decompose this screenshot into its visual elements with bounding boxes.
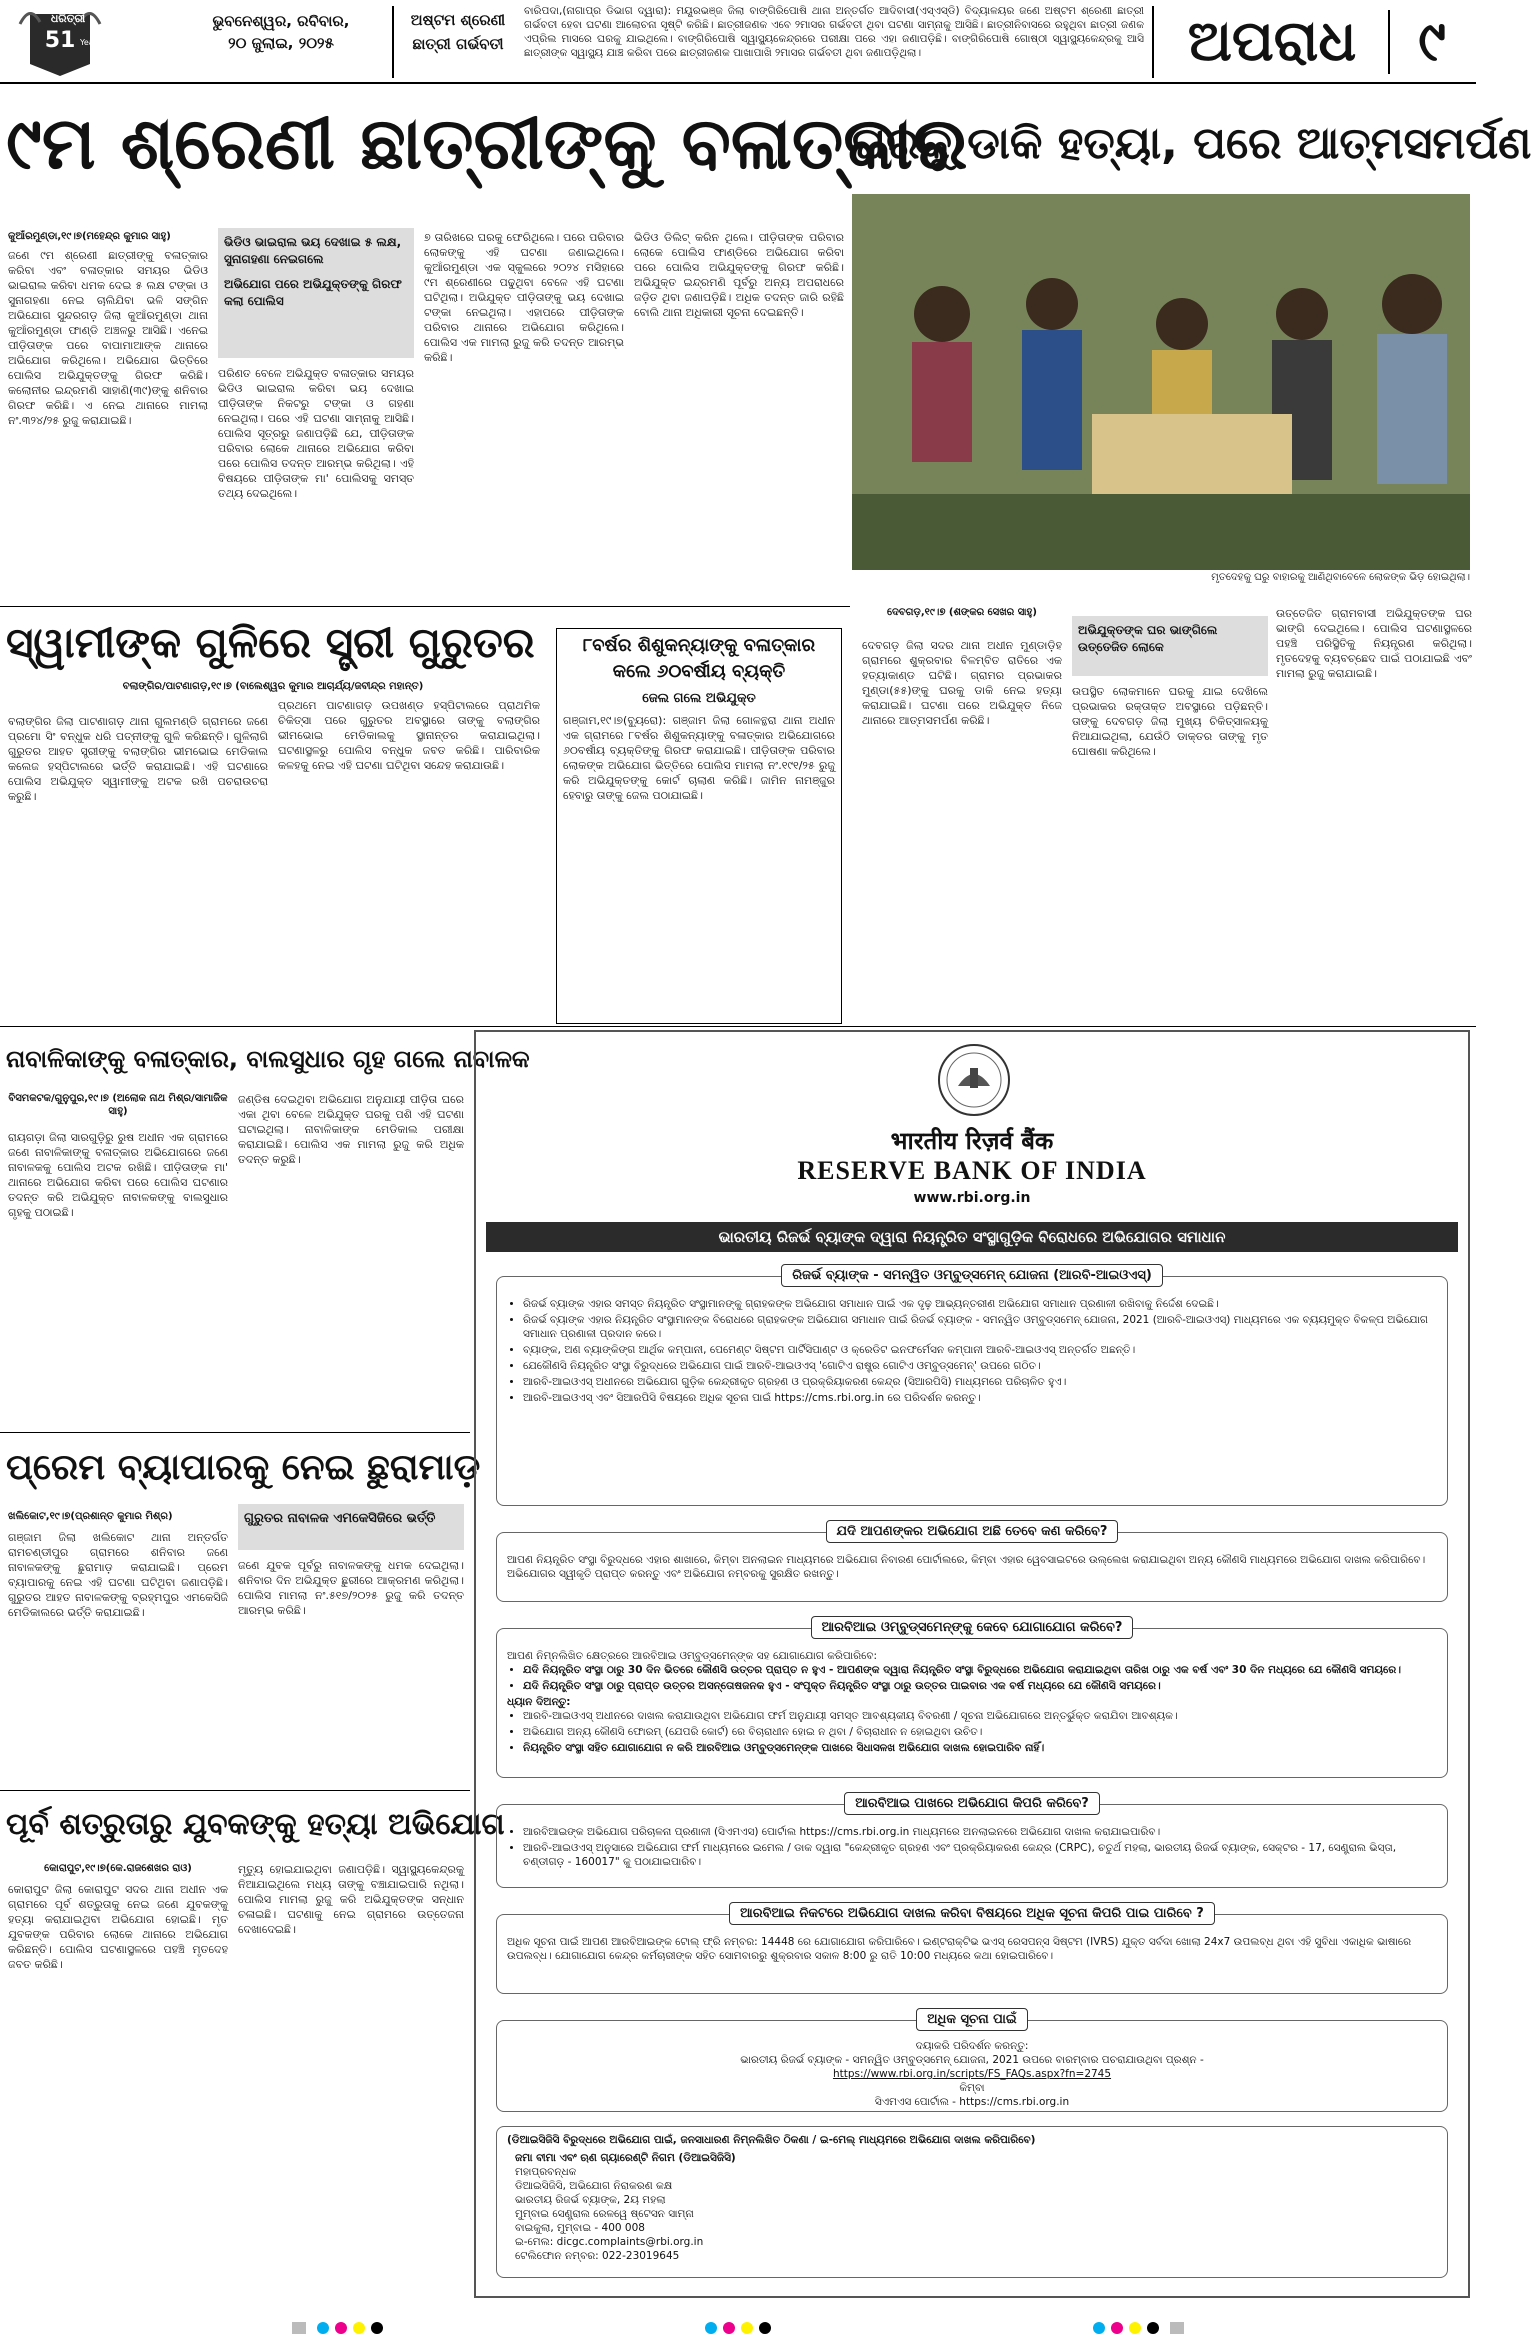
story6-headline: ପ୍ରେମ ବ୍ୟାପାରକୁ ନେଇ ଛୁରାମାଡ଼	[6, 1447, 481, 1488]
logo-years: 51	[44, 28, 76, 53]
scheme-point: • ଆରବି-ଆଇଓଏସ୍ ଅଧୀନରେ ଅଭିଯୋଗ ଗୁଡ଼ିକ କେନ୍ଦ୍ରୀକୃତ ଗ୍ରହଣ ଓ ପ୍ରକ୍ରିୟାକରଣ କେନ୍ଦ୍ର (ସିଆରପିସି) ମାଧ୍ୟମରେ ପରିଚାଳିତ ହୁଏ।	[523, 1375, 1437, 1389]
dicgc-line: ମହାପ୍ରବନ୍ଧକ	[515, 2166, 577, 2178]
section-title: ଅପରାଧ	[1187, 9, 1357, 74]
rbi-q5-box	[496, 2020, 1448, 2112]
story-murder-surrender	[852, 88, 1531, 608]
rbi-q2-heading: ଆରବିଆଇ ଓମ୍ବୁଡ୍‌ସମେନ୍‌ଙ୍କୁ କେବେ ଯୋଗାଯୋଗ କରିବେ?	[811, 1616, 1134, 1639]
scheme-point: • ରିଜର୍ଭ ବ୍ୟାଙ୍କ ଏହାର ସମସ୍ତ ନିୟନ୍ତ୍ରିତ ସଂସ୍ଥାମାନଙ୍କୁ ଗ୍ରାହକଙ୍କ ଅଭିଯୋଗ ସମାଧାନ ପାଇଁ ଏକ ଦୃଢ଼ ଆଭ୍ୟନ୍ତରୀଣ ଅଭିଯୋଗ ସମାଧାନ ପ୍ରଣାଳୀ ରଖିବାକୁ ନିର୍ଦ୍ଦେଶ ଦେଇଛି।	[523, 1297, 1437, 1311]
story6-byline: ଖଲିକୋଟ,୧୯।୭(ପ୍ରଶାନ୍ତ କୁମାର ମିଶ୍ର)	[8, 1511, 173, 1522]
teaser-label	[398, 8, 518, 72]
story1-highlight-1: ଭିଡିଓ ଭାଇରାଲ ଭୟ ଦେଖାଇ ୫ ଲକ୍ଷ, ସୁନାଗହଣା ନେଇଗଲେ	[224, 235, 402, 266]
scheme-point: • ଯେକୌଣସି ନିୟନ୍ତ୍ରିତ ସଂସ୍ଥା ବିରୁଦ୍ଧରେ ଅଭିଯୋଗ ପାଇଁ ଆରବି-ଆଇଓଏସ୍ 'ଗୋଟିଏ ରାଷ୍ଟ୍ର ଗୋଟିଏ ଓମ୍ବୁଡ୍‌ସମେନ୍' ଉପରେ ଗଠିତ।	[523, 1359, 1437, 1373]
rbi-q2-note-label: ଧ୍ୟାନ ଦିଅନ୍ତୁ:	[507, 1696, 571, 1708]
rbi-advertisement	[474, 1030, 1470, 2298]
q2-note: • ନିୟନ୍ତ୍ରିତ ସଂସ୍ଥା ସହିତ ଯୋଗାଯୋଗ ନ କରି ଆରବିଆଇ ଓମ୍ବୁଡ୍‌ସମେନ୍‌ଙ୍କ ପାଖରେ ସିଧାସଳଖ ଅଭିଯୋଗ ଦାଖଲ ହୋଇପାରିବ ନାହିଁ।	[523, 1741, 1437, 1755]
story5-byline: ବିସମକଟକ/ଗୁନୁପୁର,୧୯।୭ (ଅଲୋକ ନାଥ ମିଶ୍ର/ସାମାଜିକ ସାହୁ)	[8, 1093, 228, 1117]
dicgc-line: ଡିଆଇସିଜିସି, ଅଭିଯୋଗ ନିରାକରଣ କକ୍ଷ	[515, 2180, 673, 2192]
story2-photo-caption: ମୃତଦେହକୁ ଘରୁ ବାହାରକୁ ଆଣିଥିବାବେଳେ ଲୋକଙ୍କ ଭିଡ଼ ହୋଇଥିଲା।	[1211, 572, 1470, 583]
q5-faq-link[interactable]: https://www.rbi.org.in/scripts/FS_FAQs.aspx?fn=2745	[832, 2068, 1112, 2080]
q3-point: • ଆରବିଆଇଙ୍କ ଅଭିଯୋଗ ପରିଚାଳନା ପ୍ରଣାଳୀ (ସିଏମଏସ) ପୋର୍ଟାଲ https://cms.rbi.org.in ମାଧ୍ୟମରେ ଅନଲାଇନରେ ଅଭିଯୋଗ ଦାଖଲ କରାଯାଇପାରିବ।	[523, 1825, 1437, 1839]
story2-col3: ଉତ୍ତେଜିତ ଗ୍ରାମବାସୀ ଅଭିଯୁକ୍ତଙ୍କ ଘର ଭାଙ୍ଗି ଦେଇଥିଲେ। ପୋଲିସ ଘଟଣାସ୍ଥଳରେ ପହଞ୍ଚି ପରିସ୍ଥିତିକୁ ନିୟନ୍ତ୍ରଣ କରିଥିଲା। ମୃତଦେହକୁ ବ୍ୟବଚ୍ଛେଦ ପାଇଁ ପଠାଯାଇଛି ଏବଂ ମାମଲା ରୁଜୁ କରାଯାଇଛି।	[1276, 607, 1472, 680]
dicgc-line: ଭାରତୀୟ ରିଜର୍ଭ ବ୍ୟାଙ୍କ, 2ୟ ମହଲା	[515, 2194, 666, 2206]
rbi-q2-box	[496, 1628, 1448, 1778]
dicgc-line: ଜମା ବୀମା ଏବଂ ଋଣ ଗ୍ୟାରେଣ୍ଟି ନିଗମ (ଡିଆଇସିଜିସି)	[515, 2152, 736, 2164]
story2-col1: ଦେବଗଡ଼ ଜିଲା ସଦର ଥାନା ଅଧୀନ ମୁଣ୍ଡାଡ଼ିହ ଗ୍ରାମରେ ଶୁକ୍ରବାର ବିଳମ୍ବିତ ରାତିରେ ଏକ ହତ୍ୟାକାଣ୍ଡ ଘଟିଛି। ଗ୍ରାମର ପ୍ରଭାକର ମୁଣ୍ଡା(୫୫)ଙ୍କୁ ଘରକୁ ଡାକି ନେଇ ହତ୍ୟା କରାଯାଇଛି। ଘଟଣା ପରେ ଅଭିଯୁକ୍ତ ନିଜେ ଥାନାରେ ଆତ୍ମସମର୍ପଣ କରିଛି।	[862, 639, 1062, 727]
rbi-website: www.rbi.org.in	[913, 1190, 1031, 1206]
q5-line: ଦୟାକରି ପରିଦର୍ଶନ କରନ୍ତୁ:	[915, 2040, 1029, 2052]
q2-note: • ଅଭିଯୋଗ ଅନ୍ୟ କୌଣସି ଫୋରମ୍ (ଯେପରି କୋର୍ଟ) ରେ ବିଚାରାଧୀନ ହୋଇ ନ ଥିବା / ବିଚାରାଧୀନ ନ ହୋଇଥିବା ଉଚିତ।	[523, 1725, 1437, 1739]
logo-text: ଧରିତ୍ରୀ	[50, 12, 86, 25]
story1-col1: ଜଣେ ୯ମ ଶ୍ରେଣୀ ଛାତ୍ରୀଙ୍କୁ ବଳାତ୍କାର କରିବା ଏବଂ ବଳାତ୍କାର ସମୟର ଭିଡିଓ ଭାଇରାଲ କରିବା ଧମକ ଦେଇ ୫ ଲକ୍ଷ ଟଙ୍କା ଓ ସୁନାଗହଣା ନେଇ ଚାଲିଯିବା ଭଳି ସଙ୍ଗିନ ଅଭିଯୋଗ ସୁନ୍ଦରଗଡ଼ ଜିଲା କୁଆଁରମୁଣ୍ଡା ଥାନା କୁଆଁରମୁଣ୍ଡା ଫାଣ୍ଡି ଅଞ୍ଚଳରୁ ଆସିଛି। ଏନେଇ ପୀଡ଼ିତାଙ୍କ ପରେ ବାପାମାଆଙ୍କ ଥାନାରେ ଅଭିଯୋଗ କରିଥିଲେ। ଅଭିଯୋଗ ଭିତ୍ତିରେ ପୋଲିସ ଅଭିଯୁକ୍ତଙ୍କୁ ଗିରଫ କରିଛି। କଲୋନୀର ଇନ୍ଦ୍ରମଣି ସାହାଣି(୩୯)ଙ୍କୁ ଶନିବାର ଗିରଫ କରିଛି। ଏ ନେଇ ଥାନାରେ ମାମଲା ନଂ.୩୨୪/୨୫ ରୁଜୁ କରାଯାଇଛି।	[8, 249, 208, 427]
logo-years-label: Years	[80, 38, 102, 47]
story5-col2: ଜଣ୍ଡିଷ ଦେଇଥିବା ଅଭିଯୋଗ ଅନୁଯାୟୀ ପୀଡ଼ିତା ଘରେ ଏକା ଥିବା ବେଳେ ଅଭିଯୁକ୍ତ ଘରକୁ ପଶି ଏହି ଘଟଣା ଘଟାଇଥିଲା। ନାବାଳିକାଙ୍କ ମେଡିକାଲ ପରୀକ୍ଷା କରାଯାଇଛି। ପୋଲିସ ଏକ ମାମଲା ରୁଜୁ କରି ଅଧିକ ତଦନ୍ତ କରୁଛି।	[238, 1093, 464, 1166]
story1-byline: କୁଆଁରମୁଣ୍ଡା,୧୯।୭(ମହେନ୍ଦ୍ର କୁମାର ସାହୁ)	[8, 231, 171, 242]
story4-text: ଗଞ୍ଜାମ,୧୯।୭(ବ୍ୟୁରୋ): ଗଞ୍ଜାମ ଜିଲା ଗୋଳନ୍ଥରା ଥାନା ଅଧୀନ ଏକ ଗ୍ରାମରେ ୮ବର୍ଷର ଶିଶୁକନ୍ୟାଙ୍କୁ ବଳାତ୍କାର ଅଭିଯୋଗରେ ୬୦ବର୍ଷୀୟ ବ୍ୟକ୍ତିଙ୍କୁ ଗିରଫ କରାଯାଇଛି। ପୀଡ଼ିତାଙ୍କ ପରିବାର ଲୋକଙ୍କ ଅଭିଯୋଗ ଭିତ୍ତିରେ ପୋଲିସ ମାମଲା ନଂ.୧୯୧/୨୫ ରୁଜୁ କରି ଅଭିଯୁକ୍ତଙ୍କୁ କୋର୍ଟ ଚାଲାଣ କରିଛି। ଜାମିନ ନାମଞ୍ଜୁର ହେବାରୁ ତାଙ୍କୁ ଜେଲ ପଠାଯାଇଛି।	[563, 714, 835, 802]
story-enmity-murder	[0, 1794, 505, 2304]
teaser-text: ବାରିପଦା,(ନାଗାପ୍ର ଡିଭାଗ ଦ୍ୱାରା): ମୟୂରଭଞ୍ଜ ଜିଲା ବାଙ୍ଗିରିପୋଷି ଥାନା ଅନ୍ତର୍ଗତ ଆଦିବାସୀ(ଏସ୍‌ଏସ୍‌ଡି) ବିଦ୍ୟାଳୟର ଜଣେ ଅଷ୍ଟମ ଶ୍ରେଣୀ ଛାତ୍ରୀ ଗର୍ଭବତୀ ହେବା ଘଟଣା ଆଲୋଚନା ସୃଷ୍ଟି କରିଛି। ଛାତ୍ରୀଜଣକ ଏବେ ୨ମାସର ଗର୍ଭବତୀ ଥିବା ଘଟଣା ସାମ୍ନାକୁ ଆସିଛି। ଛାତ୍ରୀନିବାସରେ ରହୁଥିବା ଛାତ୍ରୀ ଜଣକ ଏପ୍ରିଲ ମାସରେ ଘରକୁ ଯାଇଥିଲେ। ବାଙ୍ଗିରିପୋଷି ସ୍ୱାସ୍ଥ୍ୟକେନ୍ଦ୍ରରେ ପରୀକ୍ଷା ପରେ ଏହା ଜଣାପଡ଼ିଛି। ବାଙ୍ଗିରିପୋଷି ଗୋଷ୍ଠୀ ସ୍ୱାସ୍ଥ୍ୟକେନ୍ଦ୍ରକୁ ଆସି ଛାତ୍ରୀଙ୍କ ସ୍ୱାସ୍ଥ୍ୟ ଯାଞ୍ଚ କରିବା ପରେ ଛାତ୍ରୀଜଣକ ପାଖାପାଖି ୨ମାସର ଗର୍ଭବତୀ ଥିବା ଜଣାପଡ଼ିଥିଲା।	[524, 5, 1144, 59]
story-love-stabbing	[0, 1436, 481, 1786]
story6-col1: ଗଞ୍ଜାମ ଜିଲା ଖଲିକୋଟ ଥାନା ଅନ୍ତର୍ଗତ ରାମଚଣ୍ଡୀପୁର ଗ୍ରାମରେ ଶନିବାର ଜଣେ ନାବାଳକଙ୍କୁ ଛୁରାମାଡ଼ କରାଯାଇଛି। ପ୍ରେମ ବ୍ୟାପାରକୁ ନେଇ ଏହି ଘଟଣା ଘଟିଥିବା ଜଣାପଡ଼ିଛି। ଗୁରୁତର ଆହତ ନାବାଳକଙ୍କୁ ବ୍ରହ୍ମପୁର ଏମକେସିଜି ମେଡିକାଲରେ ଭର୍ତ୍ତି କରାଯାଇଛି।	[8, 1531, 228, 1619]
story2-col2: ଉପସ୍ଥିତ ଲୋକମାନେ ଘରକୁ ଯାଇ ଦେଖିଲେ ପ୍ରଭାକର ରକ୍ତାକ୍ତ ଅବସ୍ଥାରେ ପଡ଼ିଛନ୍ତି। ତାଙ୍କୁ ଦେବଗଡ଼ ଜିଲା ମୁଖ୍ୟ ଚିକିତ୍ସାଳୟକୁ ନିଆଯାଇଥିଲା, ଯେଉଁଠି ଡାକ୍ତର ତାଙ୍କୁ ମୃତ ଘୋଷଣା କରିଥିଲେ।	[1072, 685, 1268, 758]
rbi-title-english: RESERVE BANK OF INDIA	[797, 1156, 1147, 1185]
story6-subhead: ଗୁରୁତର ନାବାଳକ ଏମକେସିଜିରେ ଭର୍ତ୍ତି	[238, 1504, 464, 1550]
story2-photo	[852, 194, 1470, 570]
teaser-label-line-1: ଅଷ୍ଟମ ଶ୍ରେଣୀ	[410, 11, 506, 29]
story-rape-class9	[0, 88, 968, 608]
dicgc-phone: ଟେଲିଫୋନ ନମ୍ବର: 022-23019645	[515, 2250, 680, 2262]
scheme-point: • ବ୍ୟାଙ୍କ, ଅଣ ବ୍ୟାଙ୍କିଙ୍ଗ ଆର୍ଥିକ କମ୍ପାନୀ, ପେମେଣ୍ଟ ସିଷ୍ଟମ ପାର୍ଟିସିପାଣ୍ଟ ଓ କ୍ରେଡିଟ ଇନଫର୍ମେସନ କମ୍ପାନୀ ଆରବି-ଆଇଓଏସ୍ ଅନ୍ତର୍ଗତ ଅଛନ୍ତି।	[523, 1343, 1437, 1357]
page-number: ୯	[1418, 9, 1446, 74]
story1-col4: ଭିଡିଓ ଡିଲିଟ୍ କରିନ ଥିଲେ। ପୀଡ଼ିତାଙ୍କ ପରିବାର ଲୋକେ ପୋଲିସ ଫାଣ୍ଡିରେ ଅଭିଯୋଗ କରିବା ପରେ ପୋଲିସ ଅଭିଯୁକ୍ତଙ୍କୁ ଗିରଫ କରିଛି। ଅଭିଯୁକ୍ତ ଇନ୍ଦ୍ରମଣି ପୂର୍ବରୁ ଅନ୍ୟ ଅପରାଧରେ ଜଡ଼ିତ ଥିବା ଜଣାପଡ଼ିଛି। ଅଧିକ ତଦନ୍ତ ଜାରି ରହିଛି ବୋଲି ଥାନା ଅଧିକାରୀ ସୂଚନା ଦେଇଛନ୍ତି।	[634, 231, 844, 319]
story4-headline-2: କଲେ ୬୦ବର୍ଷୀୟ ବ୍ୟକ୍ତି	[612, 661, 786, 682]
rbi-q1-text: ଆପଣ ନିୟନ୍ତ୍ରିତ ସଂସ୍ଥା ବିରୁଦ୍ଧରେ ଏହାର ଶାଖାରେ, କିମ୍ବା ଅନଲାଇନ ମାଧ୍ୟମରେ ଅଭିଯୋଗ ନିବାରଣ ପୋର୍ଟାଲରେ, କିମ୍ବା ଏହାର ୱେବସାଇଟରେ ଉଲ୍ଲେଖ କରାଯାଇଥିବା ଅନ୍ୟ କୌଣସି ମାଧ୍ୟମରେ ଅଭିଯୋଗ ଦାଖଲ କରିପାରିବେ। ଅଭିଯୋଗର ସ୍ୱୀକୃତି ପ୍ରାପ୍ତ କରନ୍ତୁ ଏବଂ ଅଭିଯୋଗ ନମ୍ବରକୁ ସୁରକ୍ଷିତ ରଖନ୍ତୁ।	[507, 1554, 1426, 1580]
rbi-emblem	[936, 1042, 1012, 1118]
masthead-date-block	[176, 10, 386, 70]
story7-col2: ମୃତ୍ୟୁ ହୋଇଯାଇଥିବା ଜଣାପଡ଼ିଛି। ସ୍ୱାସ୍ଥ୍ୟକେନ୍ଦ୍ରକୁ ନିଆଯାଇଥିଲେ ମଧ୍ୟ ତାଙ୍କୁ ବଞ୍ଚାଯାଇପାରି ନଥିଲା। ପୋଲିସ ମାମଲା ରୁଜୁ କରି ଅଭିଯୁକ୍ତଙ୍କ ସନ୍ଧାନ ଚଳାଇଛି। ଘଟଣାକୁ ନେଇ ଗ୍ରାମରେ ଉତ୍ତେଜନା ଦେଖାଦେଇଛି।	[238, 1863, 464, 1936]
story3-byline: ବଲାଙ୍ଗିର/ପାଟଣାଗଡ଼,୧୯।୭ (ବାଲେଶ୍ୱର କୁମାର ଆଚାର୍ଯ୍ୟ/ଜବୀନ୍ଦ୍ର ମହାନ୍ତ)	[122, 681, 424, 692]
q5-cms-link[interactable]: ସିଏମଏସ ପୋର୍ଟାଲ - https://cms.rbi.org.in	[874, 2096, 1070, 2108]
story7-headline: ପୂର୍ବ ଶତ୍ରୁତାରୁ ଯୁବକଙ୍କୁ ହତ୍ୟା ଅଭିଯୋଗ	[6, 1807, 505, 1842]
story-minor-reform-home	[0, 1030, 530, 1430]
story4-headline-1: ୮ବର୍ଷର ଶିଶୁକନ୍ୟାଙ୍କୁ ବଳାତ୍କାର	[582, 635, 816, 656]
scheme-point: • ରିଜର୍ଭ ବ୍ୟାଙ୍କ ଏହାର ନିୟନ୍ତ୍ରିତ ସଂସ୍ଥାମାନଙ୍କ ବିରୋଧରେ ଗ୍ରାହକଙ୍କ ଅଭିଯୋଗ ସମାଧାନ ପାଇଁ ରିଜର୍ଭ ବ୍ୟାଙ୍କ - ସମନ୍ୱିତ ଓମ୍ବୁଡ୍‌ସମେନ୍ ଯୋଜନା, 2021 (ଆରବି-ଆଇଓଏସ୍) ମାଧ୍ୟମରେ ଏକ ବ୍ୟୟମୁକ୍ତ ବିକଳ୍ପ ଅଭିଯୋଗ ସମାଧାନ ପ୍ରଣାଳୀ ପ୍ରଦାନ କରେ।	[523, 1313, 1437, 1341]
q5-line: କିମ୍ବା	[959, 2082, 985, 2094]
crowd-photo-icon	[852, 194, 1470, 570]
rbi-q4-heading: ଆରବିଆଇ ନିକଟରେ ଅଭିଯୋଗ ଦାଖଲ କରିବା ବିଷୟରେ ଅଧିକ ସୂଚନା କିପରି ପାଇ ପାରିବେ ?	[729, 1902, 1215, 1925]
registration-marks	[0, 2319, 1476, 2333]
masthead	[0, 0, 1476, 84]
rbi-dicgc-box	[496, 2126, 1448, 2278]
story7-byline: କୋରାପୁଟ,୧୯।୭(କେ.ରାଜଶେଖର ରାଓ)	[44, 1863, 192, 1874]
story2-byline: ଦେବଗଡ଼,୧୯।୭ (ଶଙ୍କର ସେଖର ସାହୁ)	[887, 607, 1037, 618]
story1-headline: ୯ମ ଶ୍ରେଣୀ ଛାତ୍ରୀଙ୍କୁ ବଳାତ୍କାର	[6, 101, 968, 185]
rbi-q1-heading: ଯଦି ଆପଣଙ୍କର ଅଭିଯୋଗ ଅଛି ତେବେ କଣ କରିବେ?	[826, 1520, 1119, 1543]
dicgc-line: ବାଇକୁଲା, ମୁମ୍ବାଇ - 400 008	[515, 2222, 645, 2234]
story2-body	[852, 606, 1472, 1026]
story3-col2: ପ୍ରଥମେ ପାଟଣାଗଡ଼ ଉପଖଣ୍ଡ ହସ୍ପିଟାଲରେ ପ୍ରାଥମିକ ଚିକିତ୍ସା ପରେ ଗୁରୁତର ଅବସ୍ଥାରେ ତାଙ୍କୁ ବଲାଙ୍ଗିର ଭୀମଭୋଇ ମେଡିକାଲକୁ ସ୍ଥାନାନ୍ତର କରାଯାଇଥିଲା। ଘଟଣାସ୍ଥଳରୁ ପୋଲିସ ବନ୍ଧୁକ ଜବତ କରିଛି। ପାରିବାରିକ କଳହକୁ ନେଇ ଏହି ଘଟଣା ଘଟିଥିବା ସନ୍ଦେହ କରାଯାଉଛି।	[278, 699, 540, 772]
story4-subhead: ଜେଲ ଗଲେ ଅଭିଯୁକ୍ତ	[642, 691, 756, 706]
teaser-label-line-2: ଛାତ୍ରୀ ଗର୍ଭବତୀ	[412, 35, 504, 53]
rbi-q5-heading: ଅଧିକ ସୂଚନା ପାଇଁ	[916, 2008, 1027, 2031]
city-date: ଭୁବନେଶ୍ୱର, ରବିବାର,	[212, 12, 350, 30]
rbi-scheme-heading: ରିଜର୍ଭ ବ୍ୟାଙ୍କ - ସମନ୍ୱିତ ଓମ୍ବୁଡ୍‌ସମେନ୍ ଯୋଜନା (ଆରବି-ଆଇଓଏସ୍)	[781, 1264, 1163, 1287]
story5-headline: ନାବାଳିକାଙ୍କୁ ବଳାତ୍କାର, ବାଲସୁଧାର ଗୃହ ଗଲେ ନାବାଳକ	[6, 1045, 530, 1073]
q2-note: • ଆରବି-ଆଇଓଏସ୍ ଅଧୀନରେ ଦାଖଲ କରାଯାଉଥିବା ଅଭିଯୋଗ ଫର୍ମ ଅନୁଯାୟୀ ସମସ୍ତ ଆବଶ୍ୟକୀୟ ବିବରଣୀ / ସୂଚନା ଅଭିଯୋଗରେ ଅନ୍ତର୍ଭୁକ୍ତ କରାଯିବା ଆବଶ୍ୟକ।	[523, 1709, 1437, 1723]
story-husband-shot-wife	[0, 610, 550, 1030]
rbi-scheme-box	[496, 1276, 1448, 1506]
story1-col2: ପରିଣତ ବେଳେ ଅଭିଯୁକ୍ତ ବଳାତ୍କାର ସମୟର ଭିଡିଓ ଭାଇରାଲ କରିବା ଭୟ ଦେଖାଇ ପୀଡ଼ିତାଙ୍କ ନିକଟରୁ ଟଙ୍କା ଓ ଗହଣା ନେଇଥିଲା। ପରେ ଏହି ଘଟଣା ସାମ୍ନାକୁ ଆସିଛି। ପୋଲିସ ସୂତ୍ରରୁ ଜଣାପଡ଼ିଛି ଯେ, ପୀଡ଼ିତାଙ୍କ ପରିବାର ଲୋକେ ଥାନାରେ ଅଭିଯୋଗ କରିବା ପରେ ପୋଲିସ ତଦନ୍ତ ଆରମ୍ଭ କରିଥିଲା। ଏହି ବିଷୟରେ ପୀଡ଼ିତାଙ୍କ ମା' ପୋଲିସକୁ ସମସ୍ତ ତଥ୍ୟ ଦେଇଥିଲେ।	[218, 367, 414, 500]
story3-col1: ବଲାଙ୍ଗିର ଜିଲା ପାଟଣାଗଡ଼ ଥାନା ଗୁଲମଣ୍ଡି ଗ୍ରାମରେ ଜଣେ ପ୍ରମୋ ସିଂ ବନ୍ଧୁକ ଧରି ପତ୍ନୀଙ୍କୁ ଗୁଳି କରିଛନ୍ତି। ଗୁଳିଲାଗି ଗୁରୁତର ଆହତ ସ୍ତ୍ରୀଙ୍କୁ ବଲାଙ୍ଗିର ଭୀମଭୋଇ ମେଡିକାଲ କଲେଜ ହସ୍ପିଟାଲରେ ଭର୍ତ୍ତି କରାଯାଇଛି। ଏହି ଘଟଣାରେ ପୋଲିସ ଅଭିଯୁକ୍ତ ସ୍ୱାମୀଙ୍କୁ ଅଟକ ରଖି ପଚରାଉଚରା କରୁଛି।	[8, 715, 268, 803]
rbi-q3-heading: ଆରବିଆଇ ପାଖରେ ଅଭିଯୋଗ କିପରି କରିବେ?	[844, 1792, 1100, 1815]
q3-point: • ଆରବି-ଆଇଓଏସ୍ ଅନୁସାରେ ଅଭିଯୋଗ ଫର୍ମ ମାଧ୍ୟମରେ ଇମେଲ / ଡାକ ଦ୍ୱାରା "କେନ୍ଦ୍ରୀକୃତ ଗ୍ରହଣ ଏବଂ ପ୍ରକ୍ରିୟାକରଣ କେନ୍ଦ୍ର (CRPC), ଚତୁର୍ଥ ମହଲା, ଭାରତୀୟ ରିଜର୍ଭ ବ୍ୟାଙ୍କ, ସେକ୍ଟର - 17, ସେଣ୍ଟ୍ରାଲ ଭିସ୍ତା, ଚଣ୍ଡୀଗଡ଼ - 160017" କୁ ପଠାଯାଇପାରିବ।	[523, 1841, 1437, 1869]
rbi-title-hindi: भारतीय रिज़र्व बैंक	[890, 1126, 1054, 1155]
story1-highlights	[218, 228, 414, 358]
rbi-q2-intro: ଆପଣ ନିମ୍ନଲିଖିତ କ୍ଷେତ୍ରରେ ଆରବିଆଇ ଓମ୍ବୁଡ୍‌ସମେନ୍‌ଙ୍କ ସହ ଯୋଗାଯୋଗ କରିପାରିବେ:	[507, 1650, 878, 1662]
q5-line: ଭାରତୀୟ ରିଜର୍ଭ ବ୍ୟାଙ୍କ - ସମନ୍ୱିତ ଓମ୍ବୁଡ୍‌ସମେନ୍ ଯୋଜନା, 2021 ଉପରେ ବାରମ୍ବାର ପଚରାଯାଉଥିବା ପ୍ରଶ୍ନ -	[740, 2054, 1204, 2066]
rbi-banner: ଭାରତୀୟ ରିଜର୍ଭ ବ୍ୟାଙ୍କ ଦ୍ୱାରା ନିୟନ୍ତ୍ରିତ ସଂସ୍ଥାଗୁଡ଼ିକ ବିରୋଧରେ ଅଭିଯୋଗର ସମାଧାନ	[486, 1222, 1458, 1252]
q2-point: • ଯଦି ନିୟନ୍ତ୍ରିତ ସଂସ୍ଥା ଠାରୁ 30 ଦିନ ଭିତରେ କୌଣସି ଉତ୍ତର ପ୍ରାପ୍ତ ନ ହୁଏ - ଆପଣଙ୍କ ଦ୍ୱାରା ନିୟନ୍ତ୍ରିତ ସଂସ୍ଥା ବିରୁଦ୍ଧରେ ଅଭିଯୋଗ କରାଯାଇଥିବା ତାରିଖ ଠାରୁ ଏକ ବର୍ଷ ଏବଂ 30 ଦିନ ମଧ୍ୟରେ ଯେ କୌଣସି ସମୟରେ।	[523, 1663, 1437, 1677]
scheme-point: • ଆରବି-ଆଇଓଏସ୍ ଏବଂ ସିଆରପିସି ବିଷୟରେ ଅଧିକ ସୂଚନା ପାଇଁ https://cms.rbi.org.in ରେ ପରିଦର୍ଶନ କରନ୍ତୁ।	[523, 1391, 1437, 1405]
story3-headline: ସ୍ୱାମୀଙ୍କ ଗୁଳିରେ ସ୍ତ୍ରୀ ଗୁରୁତର	[6, 618, 535, 667]
story7-col1: କୋରାପୁଟ ଜିଲା କୋରାପୁଟ ସଦର ଥାନା ଅଧୀନ ଏକ ଗ୍ରାମରେ ପୂର୍ବ ଶତ୍ରୁତାକୁ ନେଇ ଜଣେ ଯୁବକଙ୍କୁ ହତ୍ୟା କରାଯାଇଥିବା ଅଭିଯୋଗ ହୋଇଛି। ମୃତ ଯୁବକଙ୍କ ପରିବାର ଲୋକେ ଥାନାରେ ଅଭିଯୋଗ କରିଛନ୍ତି। ପୋଲିସ ଘଟଣାସ୍ଥଳରେ ପହଞ୍ଚି ମୃତଦେହ ଜବତ କରିଛି।	[8, 1883, 228, 1971]
story1-col3: ୭ ତାରିଖରେ ଘରକୁ ଫେରିଥିଲେ। ପରେ ପରିବାର ଲୋକଙ୍କୁ ଏହି ଘଟଣା ଜଣାଇଥିଲେ। କୁଆଁରମୁଣ୍ଡା ଏକ ସ୍କୁଲରେ ୨୦୨୪ ମସିହାରେ ୯ମ ଶ୍ରେଣୀରେ ପଢୁଥିବା ବେଳେ ଏହି ଘଟଣା ଘଟିଥିଲା। ଅଭିଯୁକ୍ତ ପୀଡ଼ିତାଙ୍କୁ ଭୟ ଦେଖାଇ ଟଙ୍କା ନେଇଥିଲା। ଏହାପରେ ପୀଡ଼ିତାଙ୍କ ପରିବାର ଥାନାରେ ଅଭିଯୋଗ କରିଥିଲେ। ପୋଲିସ ଏକ ମାମଲା ରୁଜୁ କରି ତଦନ୍ତ ଆରମ୍ଭ କରିଛି।	[424, 231, 624, 364]
issue-date: ୨୦ ଜୁଲାଇ, ୨୦୨୫	[228, 34, 334, 52]
story6-col2: ଜଣେ ଯୁବକ ପୂର୍ବରୁ ନାବାଳକଙ୍କୁ ଧମକ ଦେଇଥିଲା। ଶନିବାର ଦିନ ଅଭିଯୁକ୍ତ ଛୁରୀରେ ଆକ୍ରମଣ କରିଥିଲା। ପୋଲିସ ମାମଲା ନଂ.୫୧୭/୨୦୨୫ ରୁଜୁ କରି ତଦନ୍ତ ଆରମ୍ଭ କରିଛି।	[238, 1559, 464, 1617]
dicgc-heading: (ଡିଆଇସିଜିସି ବିରୁଦ୍ଧରେ ଅଭିଯୋଗ ପାଇଁ, ଜନସାଧାରଣ ନିମ୍ନଲିଖିତ ଠିକଣା / ଇ-ମେଲ୍ ମାଧ୍ୟମରେ ଅଭିଯୋଗ ଦାଖଲ କରିପାରିବେ)	[507, 2134, 1036, 2146]
story2-headline: ଘରକୁ ଡାକି ହତ୍ୟା, ପରେ ଆତ୍ମସମର୍ପଣ	[852, 118, 1531, 169]
story1-highlight-2: ଅଭିଯୋଗ ପରେ ଅଭିଯୁକ୍ତଙ୍କୁ ଗିରଫ କଲା ପୋଲିସ	[224, 277, 402, 308]
story5-col1: ରାୟଗଡ଼ା ଜିଲା ସାରଗୁଡ଼ିରୁ ରୁଷ ଅଧୀନ ଏକ ଗ୍ରାମରେ ଜଣେ ନାବାଳିକାଙ୍କୁ ବଳାତ୍କାର ଅଭିଯୋଗରେ ଜଣେ ନାବାଳକକୁ ପୋଲିସ ଅଟକ ରଖିଛି। ପୀଡ଼ିତାଙ୍କ ମା' ଥାନାରେ ଅଭିଯୋଗ କରିବା ପରେ ପୋଲିସ ଘଟଣାର ତଦନ୍ତ କରି ଅଭିଯୁକ୍ତ ନାବାଳକଙ୍କୁ ବାଲସୁଧାର ଗୃହକୁ ପଠାଇଛି।	[8, 1131, 228, 1219]
rbi-q4-box	[496, 1914, 1448, 1994]
dicgc-line: ମୁମ୍ବାଇ ସେଣ୍ଟ୍ରାଲ ରେଳୱେ ଷ୍ଟେସନ ସାମ୍ନା	[515, 2208, 694, 2220]
rbi-emblem-icon	[936, 1042, 1012, 1118]
logo	[10, 4, 110, 78]
story-child-rape	[556, 628, 842, 1024]
q2-point: • ଯଦି ନିୟନ୍ତ୍ରିତ ସଂସ୍ଥା ଠାରୁ ପ୍ରାପ୍ତ ଉତ୍ତର ଅସନ୍ତୋଷଜନକ ହୁଏ - ସଂପୃକ୍ତ ନିୟନ୍ତ୍ରିତ ସଂସ୍ଥା ଠାରୁ ଉତ୍ତର ପାଇବାର ଏକ ବର୍ଷ ମଧ୍ୟରେ ଯେ କୌଣସି ସମୟରେ।	[523, 1679, 1437, 1693]
dicgc-email[interactable]: ଇ-ମେଲ: dicgc.complaints@rbi.org.in	[515, 2236, 704, 2248]
rbi-q3-box	[496, 1804, 1448, 1888]
rbi-q4-text: ଅଧିକ ସୂଚନା ପାଇଁ ଆପଣ ଆରବିଆଇଙ୍କ ଟୋଲ୍ ଫ୍ରି ନମ୍ବର: 14448 ରେ ଯୋଗାଯୋଗ କରିପାରିବେ। ଇଣ୍ଟରାକ୍ଟିଭ ଭଏସ୍ ରେସପନ୍ସ ସିଷ୍ଟମ (IVRS) ଯୁକ୍ତ ସର୍ବଦା ଖୋଲା 24x7 ଉପଲବ୍ଧ ଥିବା ଏହି ସୁବିଧା ଏକାଧିକ ଭାଷାରେ ଉପଲବ୍ଧ। ଯୋଗାଯୋଗ କେନ୍ଦ୍ର କର୍ମଚାରୀଙ୍କ ସହିତ ସୋମବାରରୁ ଶୁକ୍ରବାର ସକାଳ 8:00 ରୁ ରାତି 10:00 ମଧ୍ୟରେ କଥା ହୋଇପାରିବେ।	[507, 1936, 1412, 1962]
story2-highlight: ଅଭିଯୁକ୍ତଙ୍କ ଘର ଭାଙ୍ଗିଲେ ଉତ୍ତେଜିତ ଲୋକେ	[1072, 616, 1268, 676]
